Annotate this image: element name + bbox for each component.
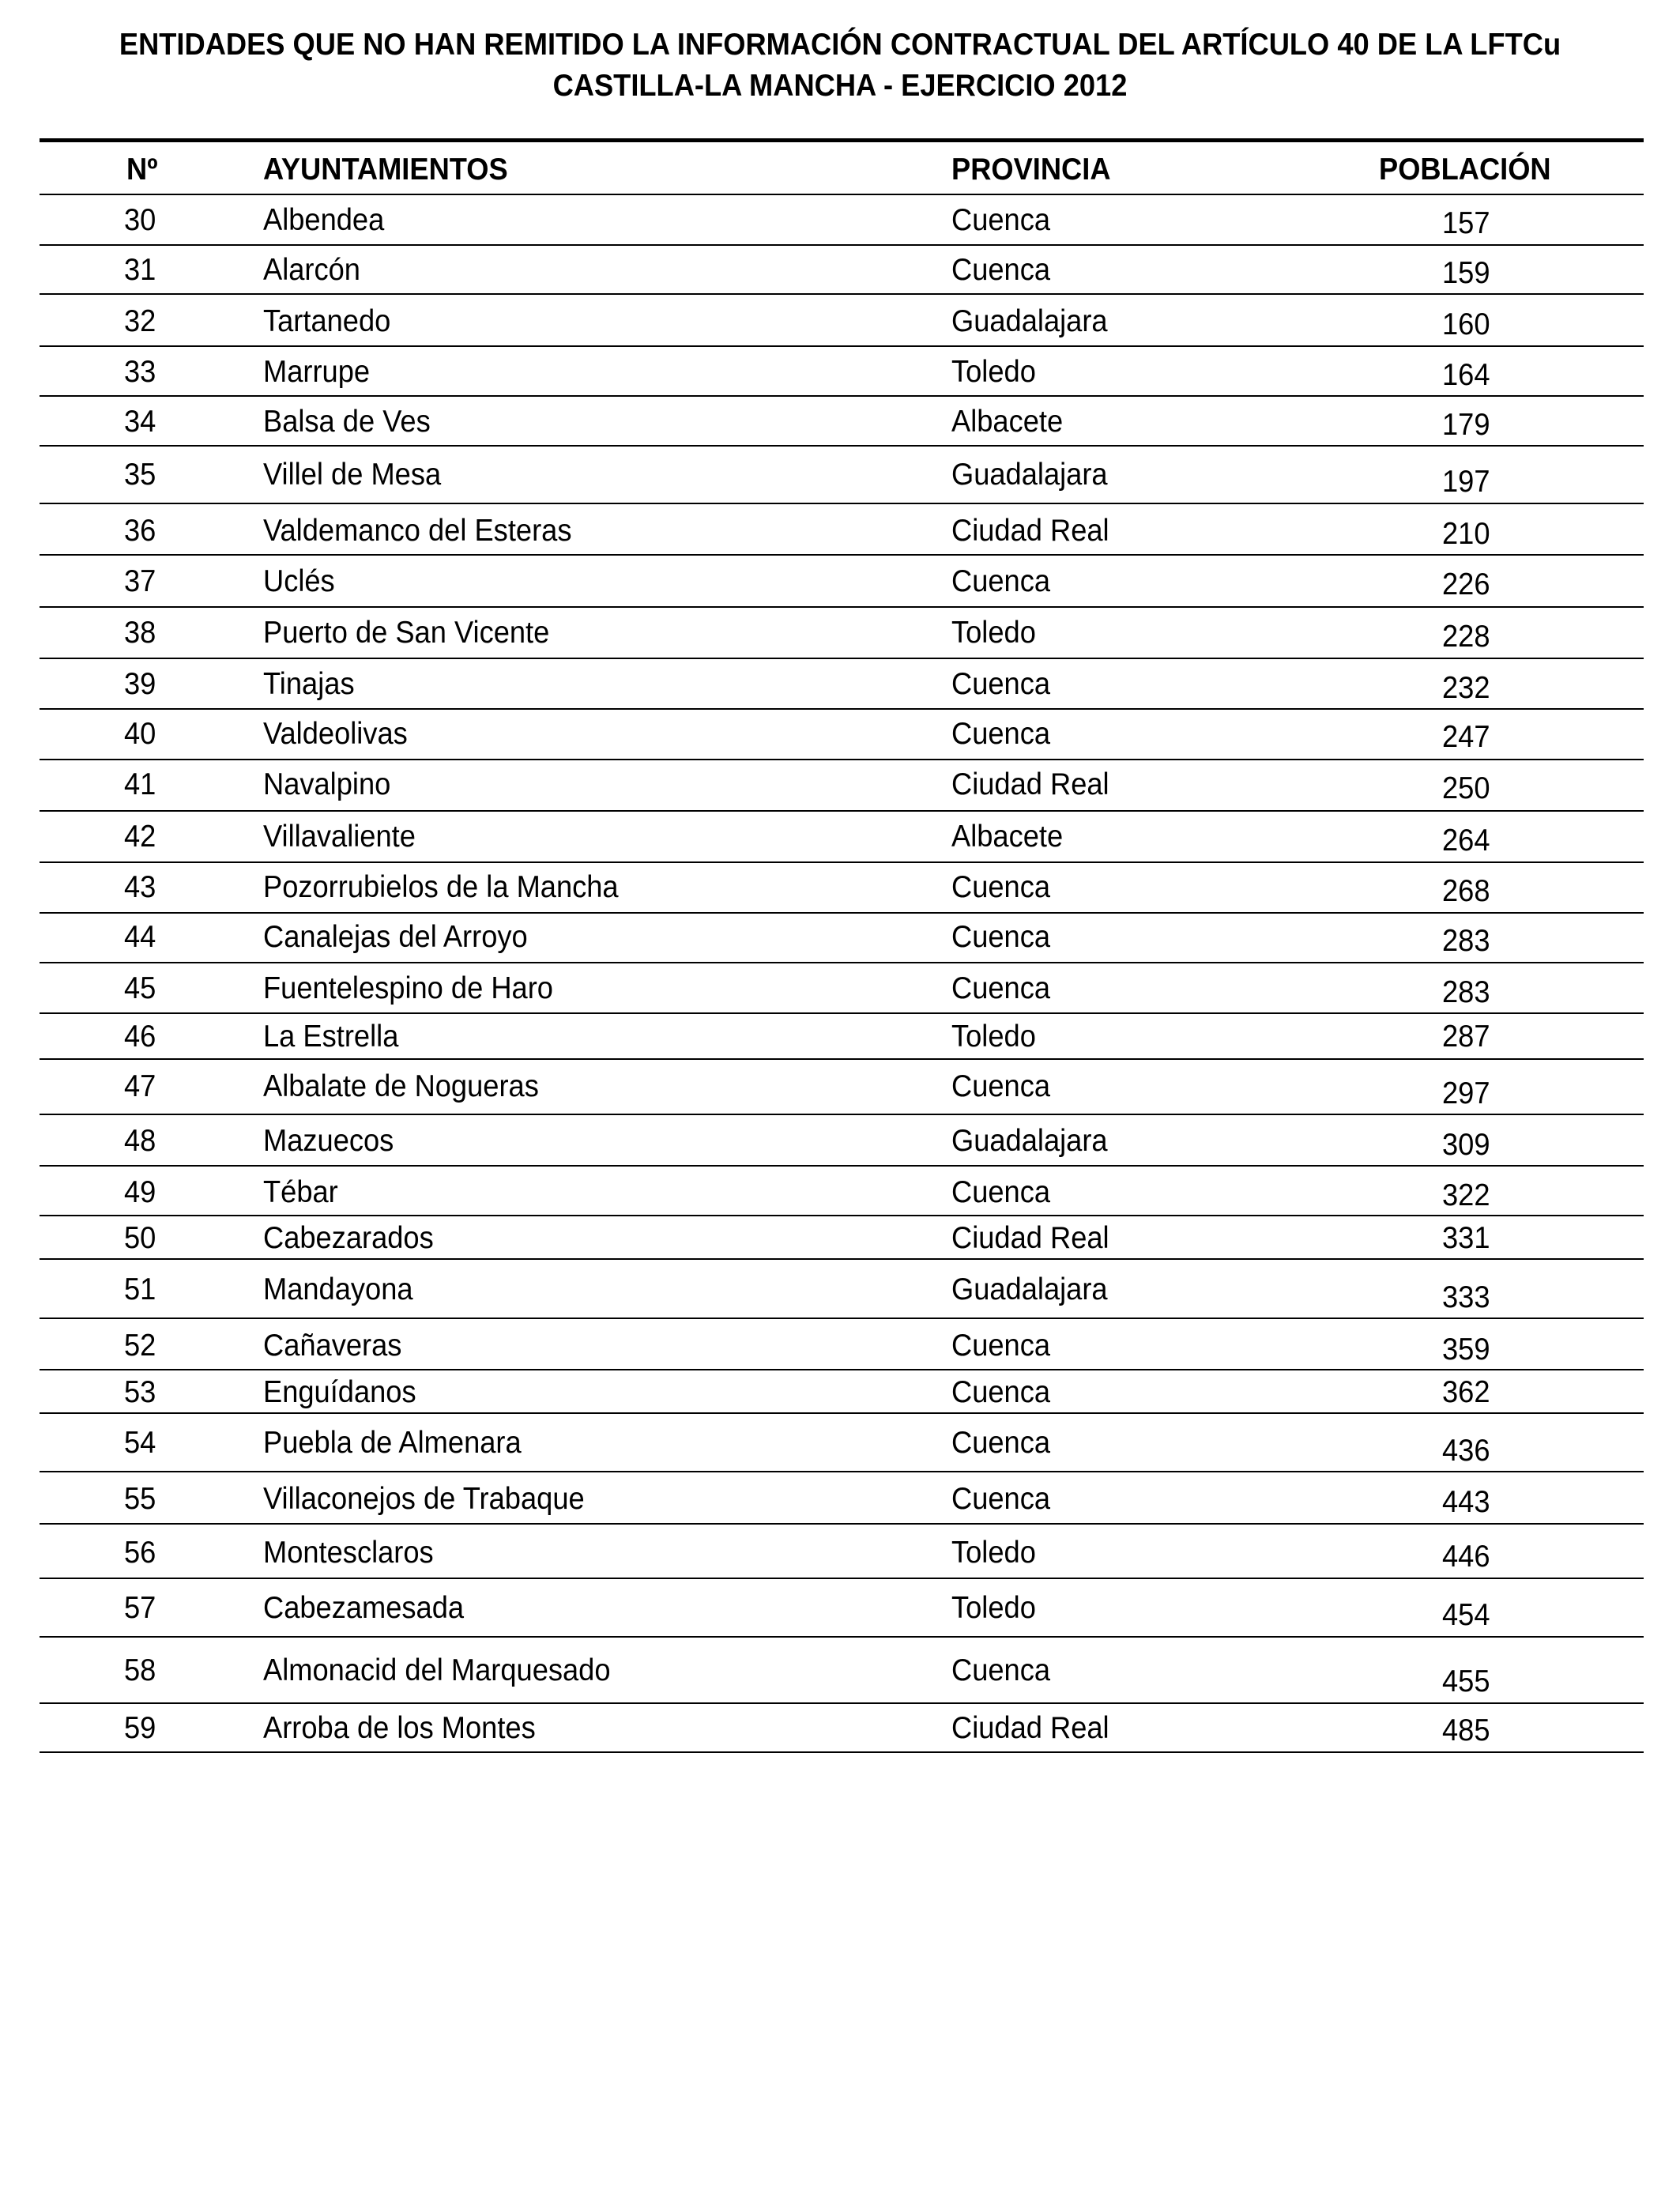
row-num: 57 xyxy=(124,1591,156,1625)
row-ayuntamiento: Montesclaros xyxy=(263,1536,434,1570)
row-divider xyxy=(40,1114,1644,1115)
row-poblacion: 331 xyxy=(1442,1221,1490,1255)
row-poblacion: 322 xyxy=(1442,1178,1490,1212)
row-ayuntamiento: Uclés xyxy=(263,564,335,598)
row-provincia: Cuenca xyxy=(951,1482,1051,1516)
row-ayuntamiento: Tinajas xyxy=(263,667,355,701)
row-num: 33 xyxy=(124,355,156,389)
row-poblacion: 247 xyxy=(1442,720,1490,754)
row-provincia: Albacete xyxy=(951,405,1064,439)
row-ayuntamiento: Pozorrubielos de la Mancha xyxy=(263,870,619,904)
table-top-rule xyxy=(40,138,1644,142)
row-ayuntamiento: Balsa de Ves xyxy=(263,405,431,439)
row-poblacion: 309 xyxy=(1442,1128,1490,1162)
column-header-num: Nº xyxy=(126,153,158,187)
row-ayuntamiento: Enguídanos xyxy=(263,1375,416,1409)
row-ayuntamiento: Tébar xyxy=(263,1175,338,1209)
row-poblacion: 454 xyxy=(1442,1598,1490,1632)
row-ayuntamiento: Villavaliente xyxy=(263,820,416,854)
row-poblacion: 455 xyxy=(1442,1664,1490,1698)
row-divider xyxy=(40,1751,1644,1753)
row-ayuntamiento: Valdeolivas xyxy=(263,717,408,751)
row-divider xyxy=(40,962,1644,963)
row-poblacion: 287 xyxy=(1442,1020,1490,1054)
row-poblacion: 359 xyxy=(1442,1333,1490,1367)
row-ayuntamiento: Fuentelespino de Haro xyxy=(263,971,553,1005)
row-num: 48 xyxy=(124,1124,156,1158)
row-provincia: Toledo xyxy=(951,1536,1036,1570)
row-ayuntamiento: Albendea xyxy=(263,203,385,237)
row-poblacion: 164 xyxy=(1442,358,1490,392)
row-poblacion: 268 xyxy=(1442,874,1490,908)
row-divider xyxy=(40,658,1644,659)
row-divider xyxy=(40,759,1644,760)
column-header-poblacion: POBLACIÓN xyxy=(1379,153,1551,187)
row-num: 42 xyxy=(124,820,156,854)
row-divider xyxy=(40,708,1644,710)
row-divider xyxy=(40,1636,1644,1638)
row-num: 39 xyxy=(124,667,156,701)
row-provincia: Cuenca xyxy=(951,1375,1051,1409)
row-provincia: Ciudad Real xyxy=(951,514,1109,548)
row-ayuntamiento: Puebla de Almenara xyxy=(263,1426,522,1460)
page-title-line-1: ENTIDADES QUE NO HAN REMITIDO LA INFORMACIÓN CONTRACTUAL DEL ARTÍCULO 40 DE LA LFTCu xyxy=(119,28,1561,62)
row-divider xyxy=(40,395,1644,397)
row-poblacion: 232 xyxy=(1442,671,1490,705)
row-num: 34 xyxy=(124,405,156,439)
row-poblacion: 250 xyxy=(1442,771,1490,805)
row-ayuntamiento: Cañaveras xyxy=(263,1329,402,1363)
row-divider xyxy=(40,503,1644,504)
row-ayuntamiento: Tartanedo xyxy=(263,304,391,338)
row-num: 45 xyxy=(124,971,156,1005)
row-ayuntamiento: Villaconejos de Trabaque xyxy=(263,1482,585,1516)
row-divider xyxy=(40,293,1644,295)
row-poblacion: 159 xyxy=(1442,256,1490,290)
row-provincia: Cuenca xyxy=(951,717,1051,751)
row-num: 59 xyxy=(124,1711,156,1745)
row-num: 37 xyxy=(124,564,156,598)
row-ayuntamiento: Marrupe xyxy=(263,355,371,389)
row-provincia: Cuenca xyxy=(951,203,1051,237)
header-rule xyxy=(40,194,1644,195)
row-num: 56 xyxy=(124,1536,156,1570)
row-provincia: Cuenca xyxy=(951,971,1051,1005)
column-header-ayuntamientos: AYUNTAMIENTOS xyxy=(263,153,508,187)
row-divider xyxy=(40,1012,1644,1014)
row-num: 36 xyxy=(124,514,156,548)
row-num: 54 xyxy=(124,1426,156,1460)
column-header-provincia: PROVINCIA xyxy=(951,153,1111,187)
row-divider xyxy=(40,1471,1644,1472)
row-num: 58 xyxy=(124,1653,156,1687)
row-ayuntamiento: Almonacid del Marquesado xyxy=(263,1653,611,1687)
row-num: 51 xyxy=(124,1272,156,1306)
row-divider xyxy=(40,1412,1644,1414)
row-provincia: Toledo xyxy=(951,1020,1036,1054)
row-divider xyxy=(40,1523,1644,1525)
row-divider xyxy=(40,912,1644,914)
row-provincia: Albacete xyxy=(951,820,1064,854)
row-ayuntamiento: Valdemanco del Esteras xyxy=(263,514,572,548)
row-poblacion: 297 xyxy=(1442,1076,1490,1110)
row-provincia: Toledo xyxy=(951,1591,1036,1625)
row-provincia: Cuenca xyxy=(951,1329,1051,1363)
row-provincia: Guadalajara xyxy=(951,1272,1108,1306)
row-provincia: Cuenca xyxy=(951,1653,1051,1687)
row-provincia: Guadalajara xyxy=(951,304,1108,338)
row-ayuntamiento: Albalate de Nogueras xyxy=(263,1069,539,1103)
row-num: 32 xyxy=(124,304,156,338)
row-divider xyxy=(40,1578,1644,1579)
row-ayuntamiento: Arroba de los Montes xyxy=(263,1711,536,1745)
row-provincia: Cuenca xyxy=(951,1069,1051,1103)
row-ayuntamiento: Cabezarados xyxy=(263,1221,434,1255)
row-poblacion: 443 xyxy=(1442,1485,1490,1519)
row-num: 53 xyxy=(124,1375,156,1409)
row-poblacion: 333 xyxy=(1442,1280,1490,1314)
row-provincia: Ciudad Real xyxy=(951,767,1109,801)
row-poblacion: 485 xyxy=(1442,1713,1490,1747)
row-provincia: Toledo xyxy=(951,355,1036,389)
row-num: 31 xyxy=(124,253,156,287)
row-poblacion: 179 xyxy=(1442,408,1490,442)
row-divider xyxy=(40,554,1644,556)
row-provincia: Cuenca xyxy=(951,870,1051,904)
row-ayuntamiento: Canalejas del Arroyo xyxy=(263,920,528,954)
row-ayuntamiento: La Estrella xyxy=(263,1020,399,1054)
row-provincia: Guadalajara xyxy=(951,1124,1108,1158)
row-poblacion: 446 xyxy=(1442,1540,1490,1574)
row-provincia: Cuenca xyxy=(951,1175,1051,1209)
row-provincia: Guadalajara xyxy=(951,458,1108,492)
row-divider xyxy=(40,606,1644,608)
row-ayuntamiento: Mazuecos xyxy=(263,1124,394,1158)
row-provincia: Cuenca xyxy=(951,564,1051,598)
row-divider xyxy=(40,345,1644,347)
row-ayuntamiento: Alarcón xyxy=(263,253,360,287)
row-num: 55 xyxy=(124,1482,156,1516)
row-num: 38 xyxy=(124,616,156,650)
row-ayuntamiento: Navalpino xyxy=(263,767,391,801)
row-num: 47 xyxy=(124,1069,156,1103)
row-provincia: Ciudad Real xyxy=(951,1711,1109,1745)
row-num: 50 xyxy=(124,1221,156,1255)
row-num: 52 xyxy=(124,1329,156,1363)
row-poblacion: 197 xyxy=(1442,465,1490,499)
row-ayuntamiento: Cabezamesada xyxy=(263,1591,465,1625)
row-num: 40 xyxy=(124,717,156,751)
row-divider xyxy=(40,861,1644,863)
row-poblacion: 264 xyxy=(1442,824,1490,858)
row-poblacion: 436 xyxy=(1442,1434,1490,1468)
row-provincia: Ciudad Real xyxy=(951,1221,1109,1255)
row-poblacion: 283 xyxy=(1442,924,1490,958)
page-title-line-2: CASTILLA-LA MANCHA - EJERCICIO 2012 xyxy=(552,69,1128,103)
row-ayuntamiento: Villel de Mesa xyxy=(263,458,442,492)
row-divider xyxy=(40,810,1644,812)
row-poblacion: 226 xyxy=(1442,567,1490,601)
row-num: 49 xyxy=(124,1175,156,1209)
row-num: 35 xyxy=(124,458,156,492)
row-divider xyxy=(40,1258,1644,1260)
row-divider xyxy=(40,1215,1644,1216)
row-provincia: Cuenca xyxy=(951,667,1051,701)
row-divider xyxy=(40,445,1644,447)
row-ayuntamiento: Mandayona xyxy=(263,1272,413,1306)
row-num: 30 xyxy=(124,203,156,237)
row-poblacion: 157 xyxy=(1442,206,1490,240)
row-poblacion: 228 xyxy=(1442,620,1490,654)
row-poblacion: 210 xyxy=(1442,517,1490,551)
row-provincia: Cuenca xyxy=(951,253,1051,287)
row-divider xyxy=(40,1165,1644,1167)
row-poblacion: 283 xyxy=(1442,975,1490,1009)
row-num: 46 xyxy=(124,1020,156,1054)
row-num: 43 xyxy=(124,870,156,904)
row-provincia: Toledo xyxy=(951,616,1036,650)
row-num: 44 xyxy=(124,920,156,954)
row-divider xyxy=(40,1369,1644,1370)
row-ayuntamiento: Puerto de San Vicente xyxy=(263,616,550,650)
row-divider xyxy=(40,1058,1644,1060)
row-poblacion: 362 xyxy=(1442,1375,1490,1409)
row-provincia: Cuenca xyxy=(951,1426,1051,1460)
row-divider xyxy=(40,1702,1644,1704)
row-provincia: Cuenca xyxy=(951,920,1051,954)
row-divider xyxy=(40,244,1644,246)
row-poblacion: 160 xyxy=(1442,307,1490,341)
row-divider xyxy=(40,1318,1644,1319)
row-num: 41 xyxy=(124,767,156,801)
